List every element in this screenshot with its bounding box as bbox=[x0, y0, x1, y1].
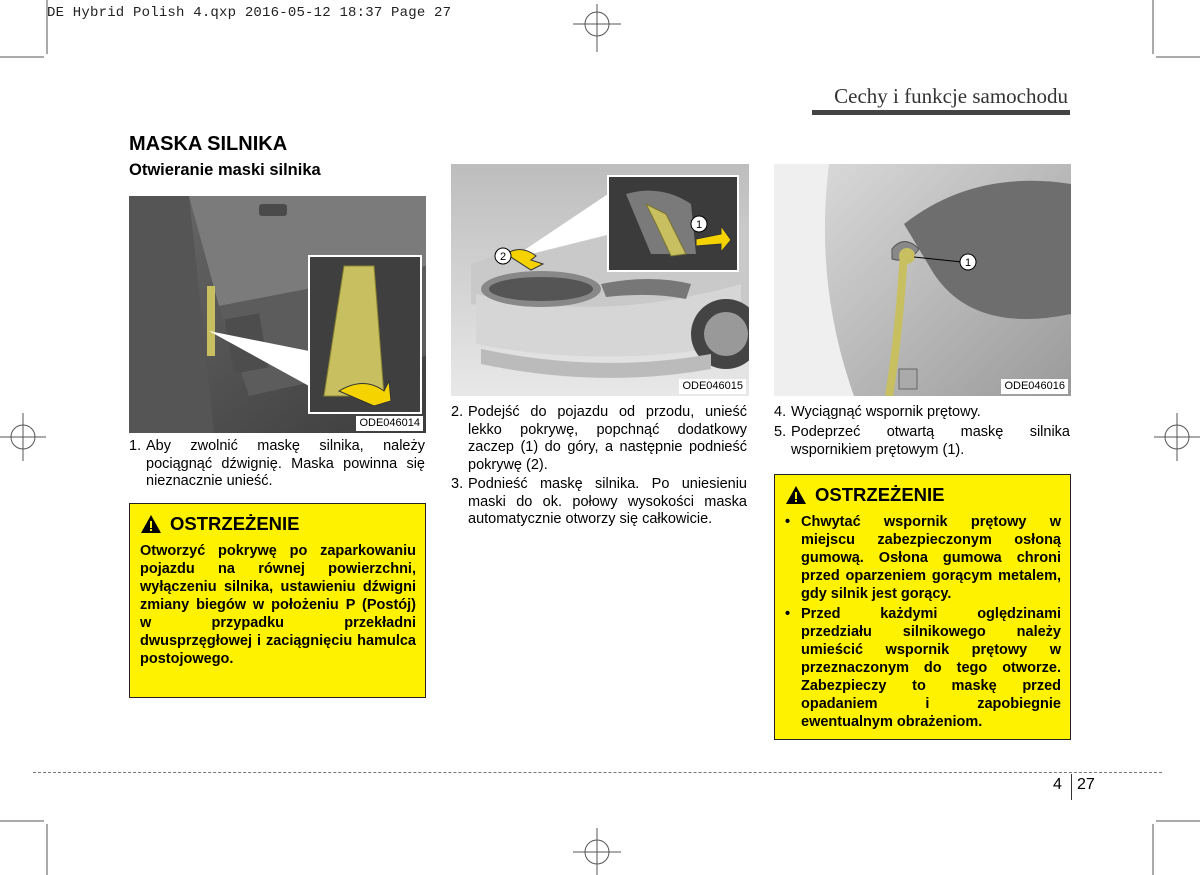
print-slug: DE Hybrid Polish 4.qxp 2016-05-12 18:37 Page 27 bbox=[47, 5, 452, 21]
warning-title-text: OSTRZEŻENIE bbox=[170, 513, 300, 534]
step-text: Podeprzeć otwartą maskę silnika wspornikiem prętowym (1). bbox=[791, 424, 1070, 458]
interior-illustration bbox=[129, 196, 426, 433]
support-rod-illustration bbox=[774, 164, 1071, 396]
warning-triangle-icon bbox=[785, 485, 807, 505]
running-head: Cechy i funkcje samochodu bbox=[834, 84, 1068, 108]
step-4 bbox=[774, 404, 1070, 422]
step-text: Wyciągnąć wspornik prętowy. bbox=[791, 404, 981, 420]
step-3 bbox=[451, 476, 747, 529]
page-number: 27 bbox=[1077, 776, 1095, 793]
figure-hood-release-lever bbox=[129, 196, 426, 433]
warning-title bbox=[140, 513, 300, 535]
step-number: 4. bbox=[774, 404, 787, 420]
warning-text: Otworzyć pokrywę po zaparkowaniu pojazdu na równej powierzchni, wyłączeniu silnika, ustawieniu dźwigni zmiany biegów w położeniu P (Postój) w przypadku przekładni dwusprzęgłowej i zaciągnięciu hamulca postojowego. bbox=[140, 543, 416, 667]
figure-code: ODE046016 bbox=[1001, 379, 1068, 394]
chapter-number: 4 bbox=[1053, 776, 1062, 793]
bullet: • bbox=[785, 606, 791, 622]
warning-title-text: OSTRZEŻENIE bbox=[815, 484, 945, 505]
subsection-title: Otwieranie maski silnika bbox=[129, 161, 321, 179]
figure-code: ODE046014 bbox=[356, 416, 423, 431]
warning-box-left bbox=[129, 503, 426, 698]
figure-secondary-latch bbox=[451, 164, 749, 396]
callout-1: 1 bbox=[695, 219, 703, 231]
step-text: Aby zwolnić maskę silnika, należy pociągnąć dźwignię. Maska powinna się nieznacznie unieść. bbox=[146, 438, 425, 489]
step-number: 1. bbox=[129, 438, 142, 454]
warning-item bbox=[785, 513, 1061, 603]
page-number-separator bbox=[1071, 774, 1072, 800]
step-number: 5. bbox=[774, 424, 787, 440]
warning-item-text: Przed każdymi oględzinami przedziału silnikowego należy umieścić wspornik prętowy w przeznaczonym do tego otworze. Zabezpieczy to maskę przed opadaniem i zapobiegnie ewentualnym obrażeniom. bbox=[801, 606, 1061, 730]
warning-item bbox=[785, 605, 1061, 731]
car-front-illustration bbox=[451, 164, 749, 396]
bullet: • bbox=[785, 514, 791, 530]
step-number: 2. bbox=[451, 404, 464, 420]
callout-1: 1 bbox=[964, 257, 972, 269]
warning-title bbox=[785, 484, 945, 506]
step-2 bbox=[451, 404, 747, 474]
figure-support-rod bbox=[774, 164, 1071, 396]
warning-triangle-icon bbox=[140, 514, 162, 534]
warning-box-right bbox=[774, 474, 1071, 740]
footer-rule bbox=[33, 772, 1162, 773]
step-5 bbox=[774, 424, 1070, 459]
callout-2: 2 bbox=[499, 251, 507, 263]
warning-item-text: Chwytać wspornik prętowy w miejscu zabezpieczonym osłoną gumową. Osłona gumowa chroni przed oparzeniem gorącym metalem, gdy silnik jest gorący. bbox=[801, 514, 1061, 602]
warning-list bbox=[785, 513, 1061, 733]
running-head-bar bbox=[812, 110, 1070, 115]
step-1 bbox=[129, 438, 425, 491]
step-text: Podejść do pojazdu od przodu, unieść lekko pokrywę, popchnąć dodatkowy zaczep (1) do góry, a następnie podnieść pokrywę (2). bbox=[468, 404, 747, 473]
section-title: MASKA SILNIKA bbox=[129, 133, 288, 155]
step-text: Podnieść maskę silnika. Po uniesieniu maski do ok. połowy wysokości maska automatycznie otworzy się całkowicie. bbox=[468, 476, 747, 527]
figure-code: ODE046015 bbox=[679, 379, 746, 394]
step-number: 3. bbox=[451, 476, 464, 492]
